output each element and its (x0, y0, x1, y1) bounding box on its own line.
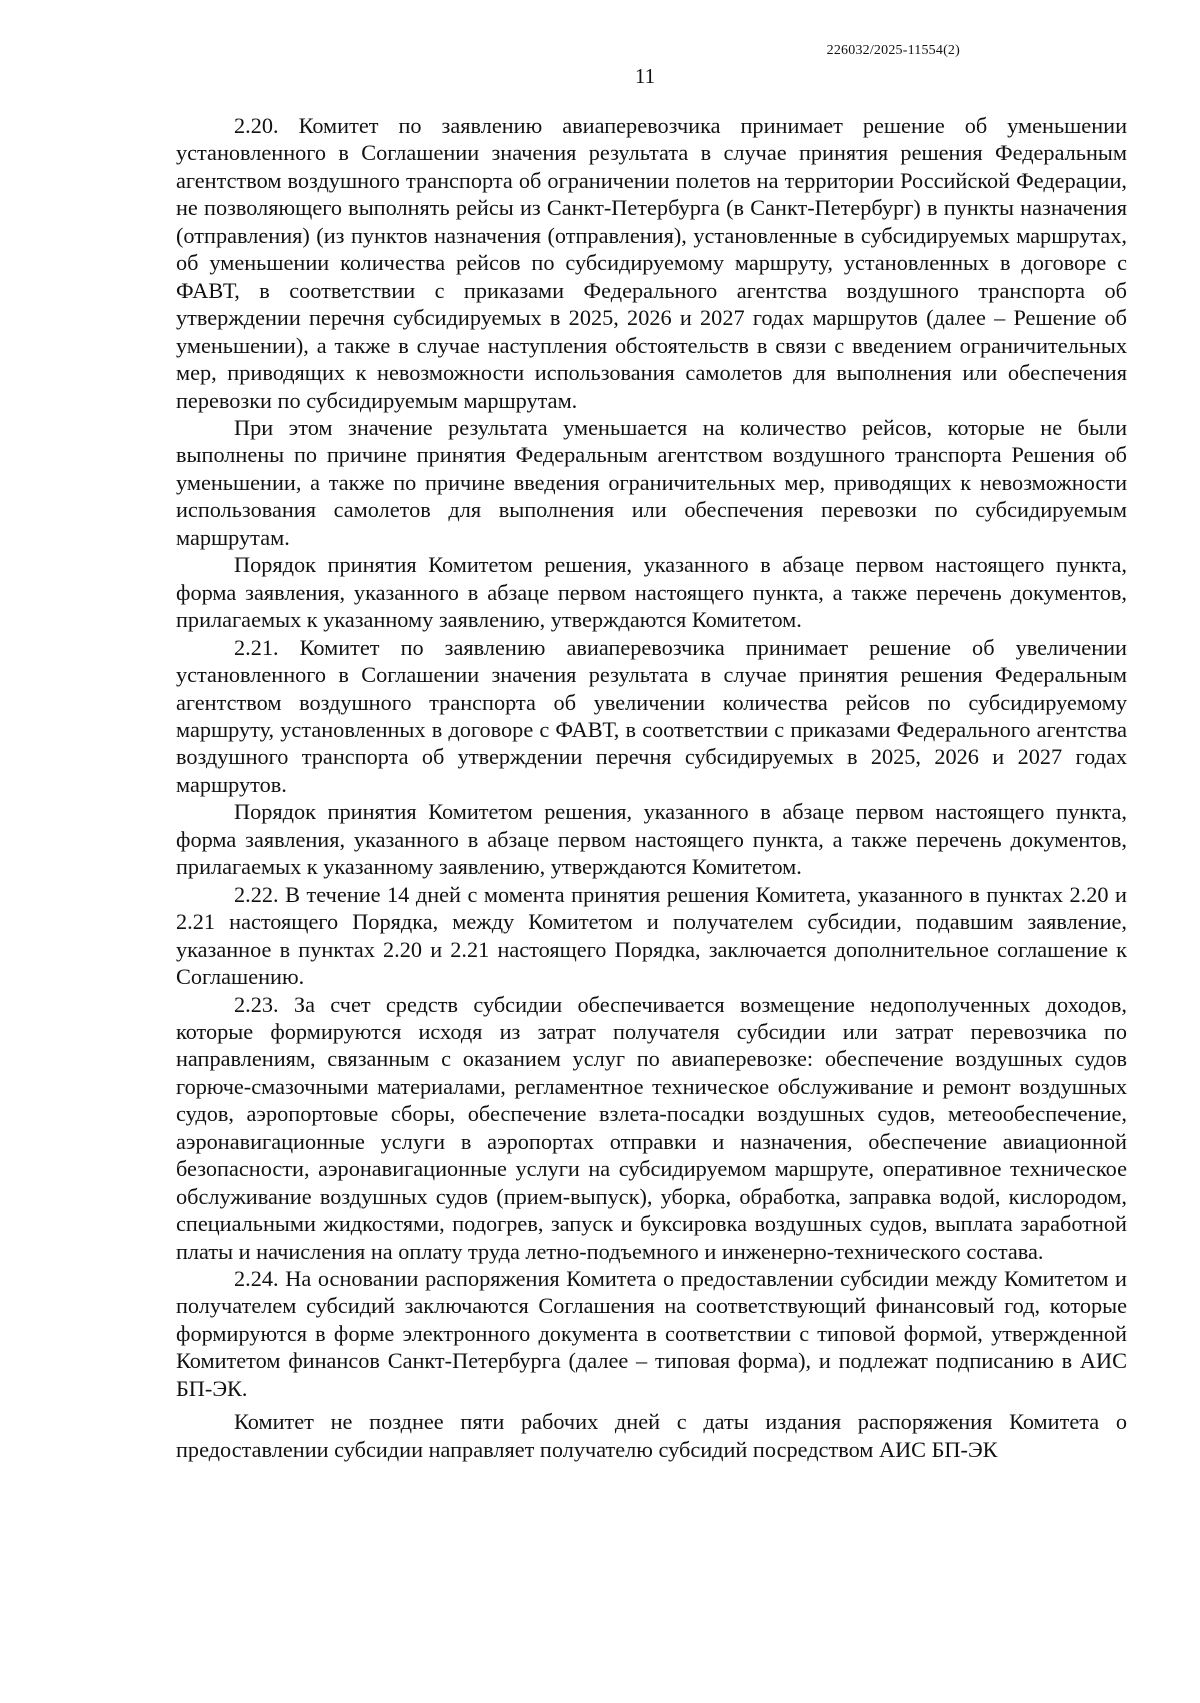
paragraph-2-24: 2.24. На основании распоряжения Комитета о предоставлении субсидии между Комитетом и получателем субсидий заключаются Соглашения на соответствующий финансовый год, которые формируются в форме электронного документа в соответствии с типовой формой, утвержденной Комитетом финансов Санкт-Петербурга (далее – типовая форма), и подлежат подписанию в АИС БП-ЭК. (176, 1266, 1127, 1401)
paragraph-2-24-notification: Комитет не позднее пяти рабочих дней с даты издания распоряжения Комитета о предоставлении субсидии направляет получателю субсидий посредством АИС БП-ЭК (176, 1409, 1127, 1462)
paragraph-2-22: 2.22. В течение 14 дней с момента принятия решения Комитета, указанного в пунктах 2.20 и 2.21 настоящего Порядка, между Комитетом и получателем субсидии, подавшим заявление, указанное в пунктах 2.20 и 2.21 настоящего Порядка, заключается дополнительное соглашение к Соглашению. (176, 881, 1127, 990)
document-registration-number: 226032/2025-11554(2) (826, 43, 960, 58)
paragraph-2-21-procedure: Порядок принятия Комитетом решения, указанного в абзаце первом настоящего пункта, форма заявления, указанного в абзаце первом настоящего пункта, а также перечень документов, прилагаемых к указанному заявлению, утверждаются Комитетом. (176, 799, 1127, 880)
page-number: 11 (634, 64, 656, 88)
paragraph-2-20-result-reduction: При этом значение результата уменьшается на количество рейсов, которые не были выполнены по причине принятия Федеральным агентством воздушного транспорта Решения об уменьшении, а также по причине введения ограничительных мер, приводящих к невозможности использования самолетов для выполнения или обеспечения перевозки по субсидируемым маршрутам. (176, 414, 1127, 550)
paragraph-2-21: 2.21. Комитет по заявлению авиаперевозчика принимает решение об увеличении установленного в Соглашении значения результата в случае принятия решения Федеральным агентством воздушного транспорта об увеличении количества рейсов по субсидируемому маршруту, установленных в договоре с ФАВТ, в соответствии с приказами Федерального агентства воздушного транспорта об утверждении перечня субсидируемых в 2025, 2026 и 2027 годах маршрутов. (176, 634, 1127, 797)
paragraph-2-23: 2.23. За счет средств субсидии обеспечивается возмещение недополученных доходов, которые формируются исходя из затрат получателя субсидии или затрат перевозчика по направлениям, связанным с оказанием услуг по авиаперевозке: обеспечение воздушных судов горюче-смазочными материалами, регламентное техническое обслуживание и ремонт воздушных судов, аэропортовые сборы, обеспечение взлета-посадки воздушных судов, метеообеспечение, аэронавигационные услуги в аэропортах отправки и назначения, обеспечение авиационной безопасности, аэронавигационные услуги на субсидируемом маршруте, оперативное техническое обслуживание воздушных судов (прием-выпуск), уборка, обработка, заправка водой, кислородом, специальными жидкостями, подогрев, запуск и буксировка воздушных судов, выплата заработной платы и начисления на оплату труда летно-подъемного и инженерно-технического состава. (176, 991, 1127, 1264)
paragraph-2-20: 2.20. Комитет по заявлению авиаперевозчика принимает решение об уменьшении установленного в Соглашении значения результата в случае принятия решения Федеральным агентством воздушного транспорта об ограничении полетов на территории Российской Федерации, не позволяющего выполнять рейсы из Санкт-Петербурга (в Санкт-Петербург) в пункты назначения (отправления) (из пунктов назначения (отправления), установленные в субсидируемых маршрутах, об уменьшении количества рейсов по субсидируемому маршруту, установленных в договоре с ФАВТ, в соответствии с приказами Федерального агентства воздушного транспорта об утверждении перечня субсидируемых в 2025, 2026 и 2027 годах маршрутов (далее – Решение об уменьшении), а также в случае наступления обстоятельств в связи с введением ограничительных мер, приводящих к невозможности использования самолетов для выполнения или обеспечения перевозки по субсидируемым маршрутам. (176, 113, 1127, 413)
paragraph-2-20-procedure: Порядок принятия Комитетом решения, указанного в абзаце первом настоящего пункта, форма заявления, указанного в абзаце первом настоящего пункта, а также перечень документов, прилагаемых к указанному заявлению, утверждаются Комитетом. (176, 552, 1127, 633)
document-body (176, 112, 1127, 1463)
